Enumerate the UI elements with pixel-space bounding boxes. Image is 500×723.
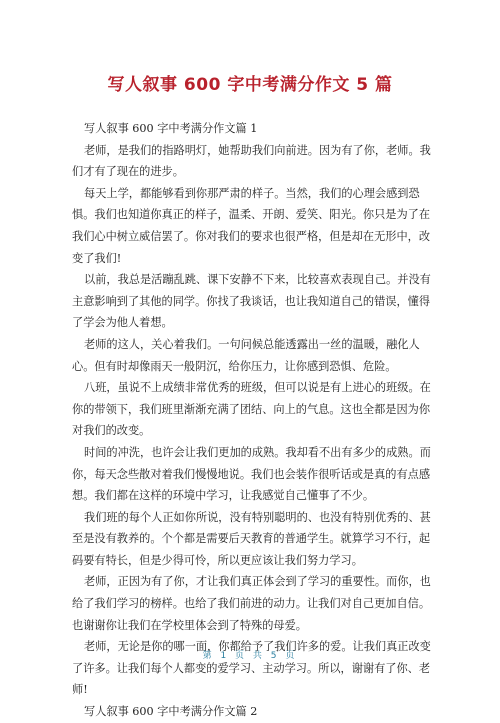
paragraph: 老师，是我们的指路明灯，她帮助我们向前进。因为有了你，老师。我们才有了现在的进步。 [72, 143, 431, 179]
paragraph: 老师，无论是你的哪一面，你都给予了我们许多的爱。让我们真正改变了许多。让我们每个人都变的爱学习、主动学习。所以，谢谢有了你、老师! [72, 640, 431, 697]
essay-heading-1: 写人叙事 600 字中考满分作文篇 1 [84, 122, 258, 135]
paragraph: 八班，虽说不上成绩非常优秀的班级，但可以说是有上进心的班级。在你的带领下，我们班里渐渐充满了团结、向上的气息。这也全都是因为你对我们的改变。 [72, 381, 431, 438]
paragraph: 每天上学，都能够看到你那严肃的样子。当然，我们的心理会感到恐惧。我们也知道你真正的样子，温柔、开朗、爱笑、阳光。你只是为了在我们心中树立威信罢了。你对我们的要求也很严格，但是却在无形中，改变了我们! [72, 186, 431, 265]
paragraph: 老师的这人，关心着我们。一句问候总能透露出一丝的温暖，融化人心。但有时却像雨天一般阴沉，给你压力，让你感到恐惧、危险。 [72, 337, 420, 373]
essay-heading-2: 写人叙事 600 字中考满分作文篇 2 [84, 705, 258, 719]
article-body [72, 118, 434, 723]
page-title: 写人叙事 600 字中考满分作文 5 篇 [107, 75, 393, 95]
paragraph: 时间的冲洗，也许会让我们更加的成熟。我却看不出有多少的成熟。而你，每天念些散对着我们慢慢地说。我们也会装作很听话或是真的有点感想。我们都在这样的环境中学习，让我感觉自己懂事了不少。 [72, 445, 431, 503]
paragraph: 我们班的每个人正如你所说，没有特别聪明的、也没有特别优秀的、甚至是没有教养的。个个都是需要后天教育的普通学生。就算学习不行，起码要有特长，但是少得可怜，所以更应该让我们努力学习。 [72, 510, 431, 567]
paragraph: 老师，正因为有了你，才让我们真正体会到了学习的重要性。而你，也给了我们学习的榜样。也给了我们前进的动力。让我们对自己更加自信。也谢谢你让我们在学校里体会到了特殊的母爱。 [72, 575, 431, 632]
paragraph: 以前，我总是活蹦乱跳、课下安静不下来，比较喜欢表现自己。并没有主意影响到了其他的同学。你找了我谈话，也让我知道自己的错误，懂得了学会为他人着想。 [72, 273, 431, 330]
page-number-footer: 第 1 页 共 5 页 [202, 651, 298, 661]
